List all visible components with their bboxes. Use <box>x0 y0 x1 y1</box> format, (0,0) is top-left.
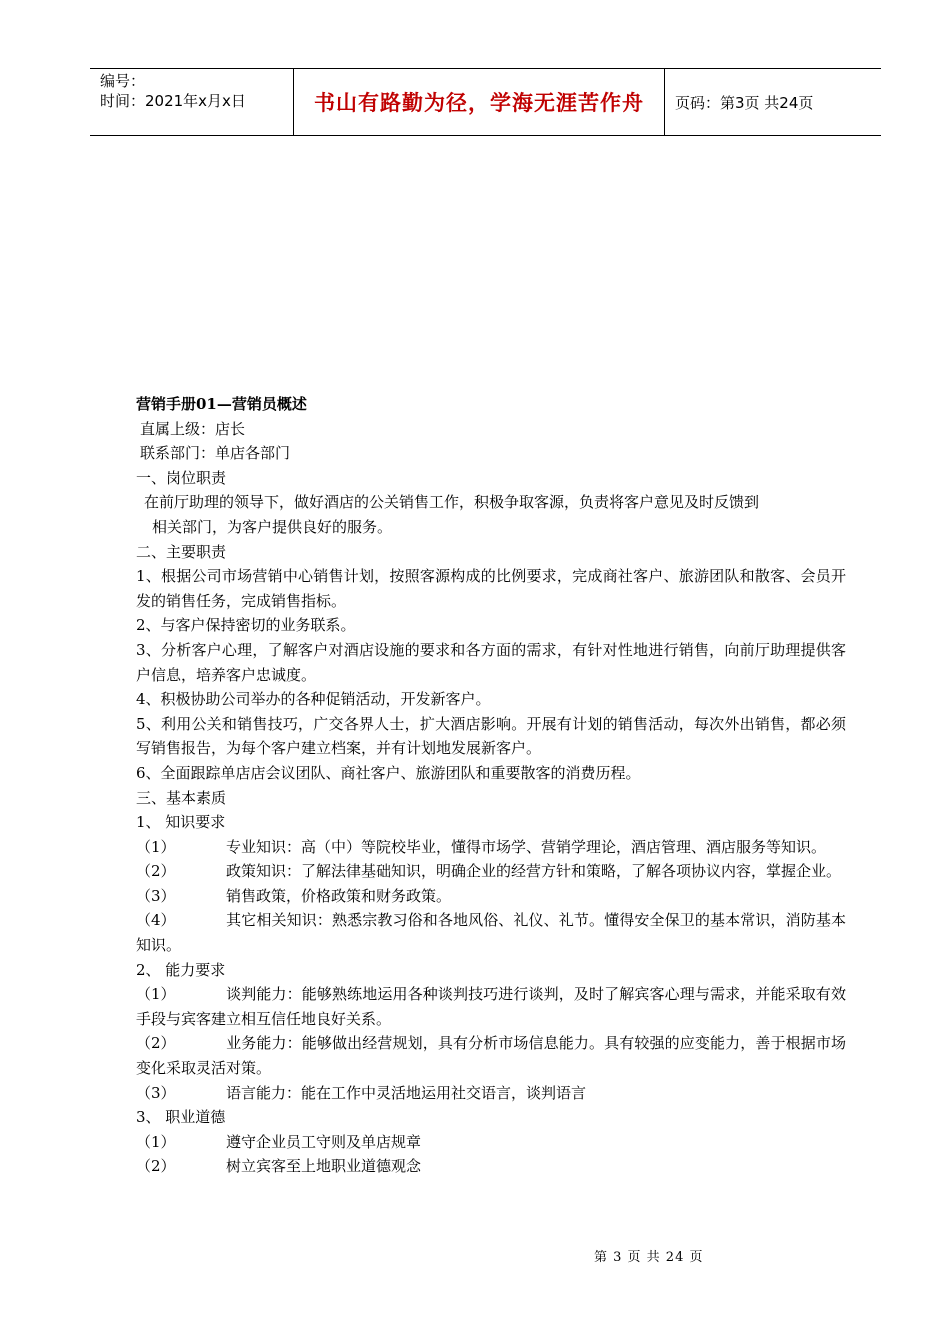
item-text: 谈判能力：能够熟练地运用各种谈判技巧进行谈判，及时了解宾客心理与需求，并能采取有效手段与宾客建立相互信任地良好关系。 <box>136 985 846 1028</box>
item-text: 语言能力：能在工作中灵活地运用社交语言，谈判语言 <box>226 1083 587 1102</box>
header-page-info: 页码：第3页 共24页 <box>675 93 814 112</box>
header-motto: 书山有路勤为径，学海无涯苦作舟 <box>314 91 644 115</box>
subsection-heading: 2、 能力要求 <box>136 960 226 979</box>
item-number: （4） <box>136 911 176 930</box>
duty-item: 3、分析客户心理，了解客户对酒店设施的要求和各方面的需求，有针对性地进行销售，向前厅助理提供客户信息，培养客户忠诚度。 <box>136 640 846 684</box>
time-label: 时间：2021年x月x日 <box>100 92 246 110</box>
paragraph-line: 相关部门，为客户提供良好的服务。 <box>152 517 393 536</box>
department-line: 联系部门：单店各部门 <box>140 444 291 463</box>
item-text: 政策知识：了解法律基础知识，明确企业的经营方针和策略，了解各项协议内容，掌握企业。 <box>226 862 842 881</box>
duty-item: 5、利用公关和销售技巧，广交各界人士，扩大酒店影响。开展有计划的销售活动，每次外出销售，都必须写销售报告，为每个客户建立档案，并有计划地发展新客户。 <box>136 714 846 758</box>
section-heading: 一、岗位职责 <box>136 468 227 487</box>
list-item <box>136 1031 846 1080</box>
list-item <box>136 1130 846 1155</box>
item-text: 遵守企业员工守则及单店规章 <box>226 1132 422 1151</box>
item-text: 其它相关知识：熟悉宗教习俗和各地风俗、礼仪、礼节。懂得安全保卫的基本常识，消防基本知识。 <box>136 911 846 955</box>
list-item <box>136 884 846 909</box>
item-number: （3） <box>136 1083 176 1102</box>
item-text: 销售政策，价格政策和财务政策。 <box>226 886 452 905</box>
subsection-heading: 3、 职业道德 <box>136 1108 226 1127</box>
document-body <box>136 392 846 1179</box>
list-item <box>136 982 846 1031</box>
duty-item: 4、积极协助公司举办的各种促销活动，开发新客户。 <box>136 690 491 709</box>
list-item <box>136 1081 846 1106</box>
section-heading: 二、主要职责 <box>136 542 227 561</box>
item-number: （2） <box>136 862 176 881</box>
document-title: 营销手册01—营销员概述 <box>136 395 307 413</box>
item-number: （1） <box>136 837 176 856</box>
item-number: （1） <box>136 985 176 1004</box>
list-item <box>136 859 846 884</box>
paragraph-line: 在前厅助理的领导下，做好酒店的公关销售工作，积极争取客源，负责将客户意见及时反馈到 <box>144 493 760 512</box>
superior-line: 直属上级：店长 <box>140 419 246 438</box>
item-number: （2） <box>136 1157 176 1176</box>
list-item <box>136 908 846 957</box>
item-number: （3） <box>136 886 176 905</box>
page-footer: 第 3 页 共 24 页 <box>594 1250 704 1265</box>
item-number: （2） <box>136 1034 176 1053</box>
duty-item: 2、与客户保持密切的业务联系。 <box>136 616 356 635</box>
section-heading: 三、基本素质 <box>136 788 227 807</box>
duty-item: 1、根据公司市场营销中心销售计划，按照客源构成的比例要求，完成商社客户、旅游团队和散客、会员开发的销售任务，完成销售指标。 <box>136 567 846 610</box>
list-item <box>136 835 846 860</box>
header-meta <box>90 69 293 135</box>
header-divider <box>664 69 665 135</box>
item-text: 业务能力：能够做出经营规划，具有分析市场信息能力。具有较强的应变能力，善于根据市场变化采取灵活对策。 <box>136 1034 846 1078</box>
list-item <box>136 1154 846 1179</box>
serial-label: 编号： <box>100 72 146 90</box>
page-header <box>90 68 881 136</box>
item-text: 树立宾客至上地职业道德观念 <box>226 1157 422 1176</box>
item-number: （1） <box>136 1132 176 1151</box>
subsection-heading: 1、 知识要求 <box>136 813 226 832</box>
item-text: 专业知识：高（中）等院校毕业，懂得市场学、营销学理论，酒店管理、酒店服务等知识。 <box>226 837 827 856</box>
duty-item: 6、全面跟踪单店店会议团队、商社客户、旅游团队和重要散客的消费历程。 <box>136 763 641 782</box>
